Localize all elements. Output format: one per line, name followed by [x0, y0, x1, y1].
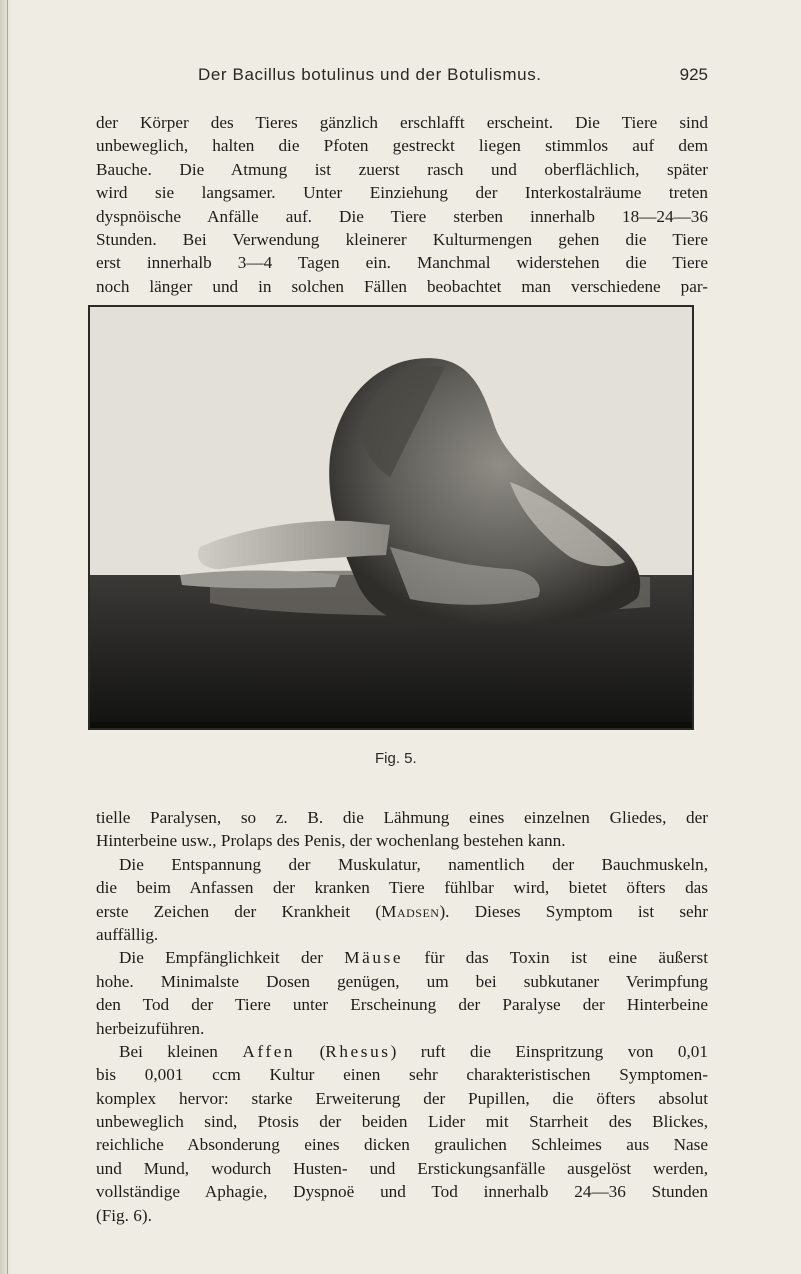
- text-run: (: [295, 1041, 326, 1061]
- emphasis-text: Rhesus: [325, 1041, 391, 1061]
- text-run: erste Zeichen der Krankheit (: [96, 901, 382, 921]
- photo-bottom-edge: [90, 722, 692, 728]
- text-line: hohe. Minimalste Dosen genügen, um bei subkutaner Verimpfung: [96, 971, 708, 991]
- text-line: unbeweglich sind, Ptosis der beiden Lider mit Starrheit des Blickes,: [96, 1112, 708, 1132]
- text-line: (Fig. 6).: [96, 1205, 152, 1225]
- text-line: Stunden. Bei Verwendung kleinerer Kulturmengen gehen die Tiere: [96, 229, 708, 249]
- figure-caption: Fig. 5.: [375, 750, 417, 767]
- text-line: [96, 900, 708, 923]
- page-binding-line: [7, 0, 8, 1274]
- page-number: 925: [679, 65, 708, 84]
- text-run: Bei kleinen: [119, 1041, 243, 1061]
- running-title: Der Bacillus botulinus und der Botulismus.: [198, 65, 542, 84]
- text-line: und Mund, wodurch Husten- und Erstickungsanfälle ausgelöst werden,: [96, 1158, 708, 1178]
- text-line: erst innerhalb 3—4 Tagen ein. Manchmal widerstehen die Tiere: [96, 253, 708, 273]
- text-block-top: [96, 111, 708, 298]
- figure-5-photograph: [88, 305, 694, 730]
- text-line: vollständige Aphagie, Dyspnoë und Tod innerhalb 24—36 Stunden: [96, 1182, 708, 1202]
- text-line: herbeizuführen.: [96, 1018, 205, 1038]
- text-line: den Tod der Tiere unter Erscheinung der Paralyse der Hinterbeine: [96, 995, 708, 1015]
- emphasis-text: Affen: [242, 1041, 296, 1061]
- text-line: auffällig.: [96, 924, 159, 944]
- text-line: der Körper des Tieres gänzlich erschlafft erscheint. Die Tiere sind: [96, 113, 708, 132]
- text-line: die beim Anfassen der kranken Tiere fühlbar wird, bietet öfters das: [96, 878, 708, 898]
- text-line: bis 0,001 ccm Kultur einen sehr charakteristischen Symptomen-: [96, 1065, 708, 1085]
- text-line: [96, 946, 708, 969]
- text-run: Die Empfänglichkeit der: [119, 948, 345, 968]
- text-line: Bauche. Die Atmung ist zuerst rasch und oberflächlich, später: [96, 159, 708, 179]
- author-name: Madsen: [381, 901, 440, 921]
- rabbit-paw: [180, 571, 340, 589]
- text-line: unbeweglich, halten die Pfoten gestreckt liegen stimmlos auf dem: [96, 136, 708, 156]
- page-binding-edge: [0, 0, 12, 1274]
- rabbit-photo-illustration: [90, 307, 692, 728]
- text-line: tielle Paralysen, so z. B. die Lähmung eines einzelnen Gliedes, der: [96, 808, 708, 827]
- text-line: Die Entspannung der Muskulatur, namentlich der Bauchmuskeln,: [119, 854, 708, 874]
- running-header: [96, 63, 708, 91]
- text-run: für das Toxin ist eine äußerst: [403, 948, 708, 968]
- text-run: ). Dieses Symptom ist sehr: [439, 901, 708, 921]
- text-line: [96, 1040, 708, 1063]
- emphasis-text: Mäuse: [344, 948, 404, 968]
- text-line: komplex hervor: starke Erweiterung der Pupillen, die öfters absolut: [96, 1088, 708, 1108]
- text-line: reichliche Absonderung eines dicken graulichen Schleimes aus Nase: [96, 1135, 708, 1155]
- text-block-bottom: [96, 806, 708, 1227]
- text-line: noch länger und in solchen Fällen beobachtet man verschiedene par-: [96, 276, 708, 296]
- text-line: wird sie langsamer. Unter Einziehung der Interkostalräume treten: [96, 183, 708, 203]
- text-run: ) ruft die Einspritzung von 0,01: [390, 1041, 708, 1061]
- text-line: dyspnöische Anfälle auf. Die Tiere sterben innerhalb 18—24—36: [96, 206, 708, 226]
- text-line: Hinterbeine usw., Prolaps des Penis, der wochenlang bestehen kann.: [96, 831, 566, 851]
